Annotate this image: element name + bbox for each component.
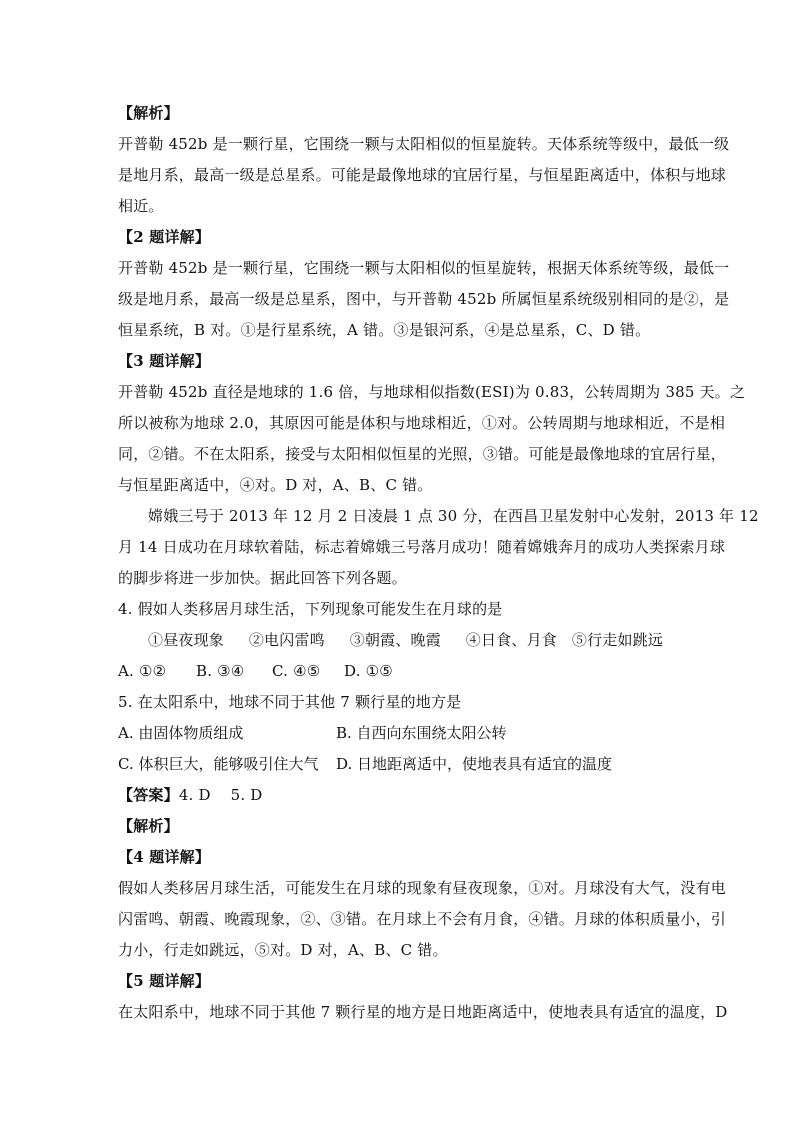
analysis-heading: 【解析】 xyxy=(118,817,179,835)
q4-detail-line: 力小，行走如跳远，⑤对。D 对，A、B、C 错。 xyxy=(118,941,448,959)
q3-detail-line: 所以被称为地球 2.0，其原因可能是体积与地球相近，①对。公转周期与地球相近，不是相 xyxy=(118,414,726,432)
document-page xyxy=(118,98,759,1028)
q2-detail-line: 开普勒 452b 是一颗行星，它围绕一颗与太阳相似的恒星旋转，根据天体系统等级，最低一 xyxy=(118,259,730,277)
q4-choices xyxy=(118,656,686,687)
q5-option-d: D. 日地距离适中，使地表具有适宜的温度 xyxy=(336,755,613,773)
q5-option-c: C. 体积巨大，能够吸引住大气 xyxy=(118,755,319,773)
q4-choice-c: C. ④⑤ xyxy=(272,662,321,680)
q4-choice-a: A. ①② xyxy=(118,662,167,680)
q4-item: ①昼夜现象 xyxy=(148,631,225,649)
answer-line xyxy=(118,780,686,811)
q3-detail-heading: 【3 题详解】 xyxy=(118,352,211,370)
analysis-heading: 【解析】 xyxy=(118,104,179,122)
analysis-line: 开普勒 452b 是一颗行星，它围绕一颗与太阳相似的恒星旋转。天体系统等级中，最低一级 xyxy=(118,135,730,153)
q5-option-a: A. 由固体物质组成 xyxy=(118,724,244,742)
passage-line: 月 14 日成功在月球软着陆，标志着嫦娥三号落月成功！随着嫦娥奔月的成功人类探索月球 xyxy=(118,538,726,556)
answer-label: 【答案】 xyxy=(118,786,179,804)
q4-detail-heading: 【4 题详解】 xyxy=(118,848,211,866)
q4-items xyxy=(118,625,686,656)
q5-detail-line: 在太阳系中，地球不同于其他 7 颗行星的地方是日地距离适中，使地表具有适宜的温度，D xyxy=(118,1003,728,1021)
q2-detail-line: 恒星系统，B 对。①是行星系统，A 错。③是银河系，④是总星系，C、D 错。 xyxy=(118,321,651,339)
analysis-line: 是地月系，最高一级是总星系。可能是最像地球的宜居行星，与恒星距离适中，体积与地球 xyxy=(118,166,727,184)
q4-item: ⑤行走如跳远 xyxy=(571,631,664,649)
q4-item: ④日食、月食 xyxy=(465,631,557,649)
passage-line: 的脚步将进一步加快。据此回答下列各题。 xyxy=(118,569,407,587)
q2-detail-heading: 【2 题详解】 xyxy=(118,228,211,246)
q5-options-row-2 xyxy=(118,749,686,780)
analysis-line: 相近。 xyxy=(118,197,164,215)
q4-detail-line: 假如人类移居月球生活，可能发生在月球的现象有昼夜现象，①对。月球没有大气，没有电 xyxy=(118,879,727,897)
q4-stem: 4. 假如人类移居月球生活，下列现象可能发生在月球的是 xyxy=(118,600,503,618)
q2-detail-line: 级是地月系，最高一级是总星系，图中，与开普勒 452b 所属恒星系统级别相同的是②，是 xyxy=(118,290,730,308)
q3-detail-line: 与恒星距离适中，④对。D 对，A、B、C 错。 xyxy=(118,476,433,494)
q4-choice-b: B. ③④ xyxy=(196,662,245,680)
q5-option-b: B. 自西向东围绕太阳公转 xyxy=(336,724,507,742)
q3-detail-line: 同，②错。不在太阳系，接受与太阳相似恒星的光照，③错。可能是最像地球的宜居行星， xyxy=(118,445,727,463)
q5-detail-heading: 【5 题详解】 xyxy=(118,972,211,990)
q4-choice-d: D. ①⑤ xyxy=(344,662,393,680)
q5-stem: 5. 在太阳系中，地球不同于其他 7 颗行星的地方是 xyxy=(118,693,462,711)
q4-detail-line: 闪雷鸣、朝霞、晚霞现象，②、③错。在月球上不会有月食，④错。月球的体积质量小，引 xyxy=(118,910,727,928)
q5-options-row-1 xyxy=(118,718,686,749)
answer-text: 4. D 5. D xyxy=(178,786,263,804)
q3-detail-line: 开普勒 452b 直径是地球的 1.6 倍，与地球相似指数(ESI)为 0.83，公转周期为 385 天。之 xyxy=(118,383,746,401)
q4-item: ②电闪雷鸣 xyxy=(248,631,325,649)
q4-item: ③朝霞、晚霞 xyxy=(349,631,441,649)
passage-line: 嫦娥三号于 2013 年 12 月 2 日凌晨 1 点 30 分，在西昌卫星发射中心发射，2013 年 12 xyxy=(148,507,759,525)
